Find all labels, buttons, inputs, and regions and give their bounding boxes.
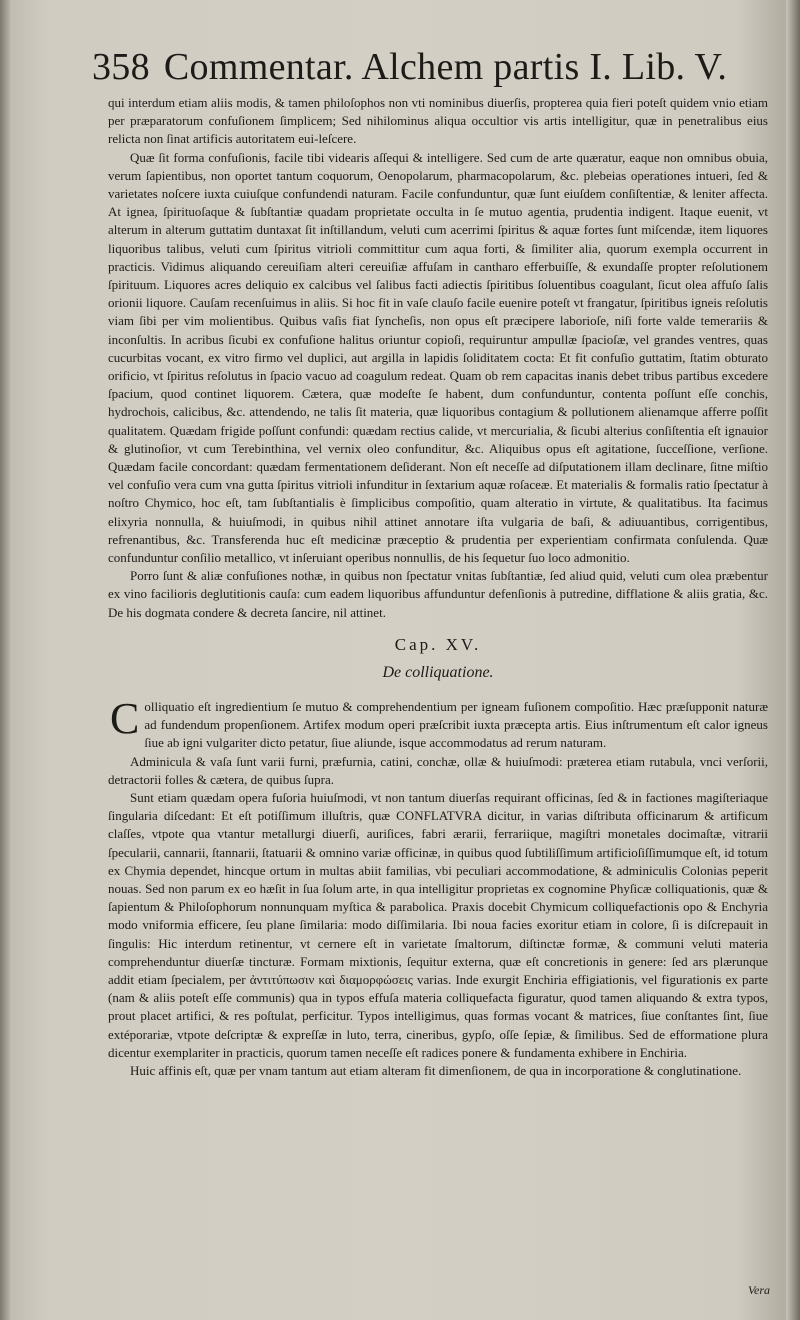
paragraph-text: olliquatio eſt ingredientium ſe mutuo & comprehendentium per igneam fuſionem compoſitio. Hæc præſupponit naturæ ad fundendum propenſionem. Artifex modum operi præſcribit iuxta præcepta artis. Eius inſtrumentum eſt calor igneus ſiue ab igni vulgariter dicto petatur, ſiue aliunde, isque accommodatus ad rerum naturam. <box>144 698 768 751</box>
paragraph: Huic affinis eſt, quæ per vnam tantum aut etiam alteram fit dimenſionem, de qua in incorporatione & conglutinatione. <box>130 1062 742 1078</box>
catchword: Vera <box>748 1283 770 1297</box>
running-title: Commentar. Alchem partis I. Lib. V. <box>163 46 728 88</box>
paragraph: Porro ſunt & aliæ confuſiones nothæ, in quibus non ſpectatur vnitas ſubſtantiæ, ſed aliud quid, veluti cum olea præbentur ex vino facilioris deglutitionis cauſa: cum eadem liquoribus affunduntur defenſionis à putredine, difflatione & aliis gratia, &c. De his dogmata condere & decreta ſancire, nil attinet. <box>108 568 768 620</box>
paragraph: Adminicula & vaſa ſunt varii furni, præfurnia, catini, conchæ, ollæ & huiuſmodi: præterea etiam rutabula, vnci verſorii, detractorii folles & cætera, de quibus ſupra. <box>108 753 768 787</box>
paragraph <box>108 693 768 753</box>
page-number: 358 <box>92 46 150 88</box>
paragraph: Quæ ſit forma confuſionis, facile tibi videaris aſſequi & intelligere. Sed cum de arte quæratur, eaque non omnibus obuia, verum ſapientibus, non oportet tantum coquorum, Oenopolarum, pharmacopolarum, &c. plebeias operationes intueri, ſed & varietates noſcere iuxta cuiuſque confundendi naturam. Facile confunduntur, quæ ſunt eiuſdem conſiſtentiæ, & leniter affecta. At ignea, ſpirituoſaque & ſubſtantiæ quadam proprietate occulta in ſe mutuo agentia, prudentia indigent. Itaque euenit, vt alterum in alterum guttatim duntaxat ſit inſtillandum, veluti cum acerrimi ſpiritus & aquæ fortes ſunt miſcendæ, item liquores liquoribus talibus, veluti cum ſpiritus vitrioli committitur cum aqua forti, & ſimiliter alia, quorum exempla occurrent in practicis. Vidimus aliquando cereuiſiam alteri cereuiſiæ affuſam in cantharo efferbuiſſe, & exundaſſe propter reſolutionem ſpirituum. Liquores acres deliquio ex calcibus vel ſalibus facti adiectis ſpiritibus ſoluentibus coagulant, ſicut olea affuſo ſalis orionii liquore. Cauſam recenſuimus in aliis. Si hoc fit in vaſe clauſo facile euenire poteſt vt frangatur, ſpiritibus igneis reſolutis viam ſibi per vim molientibus. Quibus vaſis fiat ſyncheſis, non opus eſt præcipere laborioſe, niſi forte valde temerariis & inconſultis. In acribus ſicubi ex confuſione halitus oriuntur copioſi, requiruntur ampullæ ſpacioſæ, vel grandes ventres, quas cucurbitas vocant, ex vitro firmo vel duplici, aut argilla in lapidis ſoliditatem cocta: Et fit confuſio guttatim, ſtatim obturato orificio, vt ſpiritus reſolutus in ſpacio vacuo ad coagulum redeat. Quam ob rem capacitas inanis debet tribus partibus excedere ſpacium, quod continet liquorem. Cætera, quæ modeſte ſe habent, dum confunduntur, contenta poſſunt eſſe conchis, hydrochois, calicibus, &c. attendendo, ne talis ſit materia, quæ liquoribus contagium & pollutionem alienamque afferre poſſit qualitatem. Quædam frigide poſſunt confundi: quædam rectius calide, vt mercurialia, & ſicubi alterius conſiſtentia eſt ignauior & glutinoſior, vt cum Terebinthina, vel vernix oleo confunditur, &c. Aliquibus opus eſt agitatione, ſucceſſione, verſione. Quædam facile concordant: quædam fermentationem deſiderant. Non eſt neceſſe ad diſputationem illam declinare, ſitne miſtio vel confuſio vera cum vna gutta ſpiritus vitrioli infunditur in ſextarium aquæ roſaceæ. Et materialis & formalis ratio ſpectatur à noſtro Chymico, hoc eſt, tam ſubſtantialis è ſimplicibus compoſitio, quam alteratio in virtute, & qualitatibus. Ita facimus elixyria nonnulla, & huiuſmodi, in quibus nihil attinet annotare iſta vulgaria de baſi, & adiuuantibus, corrigentibus, refrenantibus, &c. Transferenda huc eſt medicinæ præceptio & prudentia per experientiam confirmata conſulenda. Quæ confunduntur conſilio metallico, vt inſeruiant operibus nonnullis, de his ſequetur ſuo loco admonitio. <box>108 149 768 566</box>
page-right-edge <box>786 0 800 1320</box>
running-head <box>92 44 772 90</box>
paragraph: Sunt etiam quædam opera fuſoria huiuſmodi, vt non tantum diuerſas requirant officinas, ſed & in factiones magiſteriaque ſingularia diſcedant: Et eſt potiſſimum illuſtris, quæ CONFLATVRA dicitur, in varias diſtributa officinarum & artificum claſſes, vtpote qua vtantur metallurgi diuerſi, auriſices, fabri ærarii, ferrariique, magiſtri monetales docimaſtæ, vitrarii ſpecularii, cannarii, ſtannarii, ſtatuarii & omnino variæ officinæ, in quibus quod ſubtiliſſimum artificioſiſſimumque eſt, id totum ex Chymia dependet, hincque ortum in multas abiit familias, vbi peculiari accommodatione, & adminiculis Colonias peperit nouas. Sed non parum ex eo hæſit in ſua ſolum arte, in qua intelligitur proprietas ex cognomine Phyſicæ colliquationis, quæ & ſapientum & Philoſophorum nonnunquam myſtica & parabolica. Praxis docebit Chymicum colliquefactionis opo & Enchyria modo vniformia efficere, ſeu plane ſimilaria: modo diſſimilaria. Ibi noua facies exoritur etiam in colore, ſi is diſcrepauit in ſingulis: Hic interdum retinentur, vt cernere eſt in varietate ſmaltorum, diſtinctæ formæ, & communi veluti materia comprehenduntur diuerſæ tincturæ. Formam mixtionis, ſequitur externa, quæ eſt concretionis in genere: ſed ars plærunque addit etiam ſpecialem, per ἀντιτύπωσιν καὶ διαμορφώσεις varias. Inde exurgit Enchiria effigiationis, vel figurationis ex parte (nam & aliis poteſt eſſe communis) qua in typos effuſa materia colliquefacta figuratur, quod tamen aliquando & extra typos, prout placet artifici, & res poſtulat, perficitur. Typos intelligimus, quas formas vocant & matrices, ſiue conſtantes ſint, ſiue extéporariæ, vtpote deſcriptæ & expreſſæ in luto, terra, cineribus, gypſo, oſſe ſepiæ, & ſimilibus. Sed de efformatione plura dicentur exemplariter in practicis, quorum tamen neceſſe eſt radices ponere & fundamenta exhibere in Enchiria. <box>108 789 768 1060</box>
chapter-subtitle: De colliquatione. <box>382 663 494 681</box>
page-left-edge <box>0 0 10 1320</box>
drop-cap: C <box>110 693 140 743</box>
body-text <box>108 94 768 1080</box>
paragraph: qui interdum etiam aliis modis, & tamen philoſophos non vti nominibus diuerſis, propterea quia fieri poteſt quidem vnio etiam per præparatorum confuſionem ſimplicem; Sed nihilominus aliqua occultior vis artis intelligitur, quæ in penetralibus eius relicta non ſinat artificis autoritatem eui-leſcere. <box>108 95 768 147</box>
chapter-heading: Cap. XV. <box>394 634 482 654</box>
